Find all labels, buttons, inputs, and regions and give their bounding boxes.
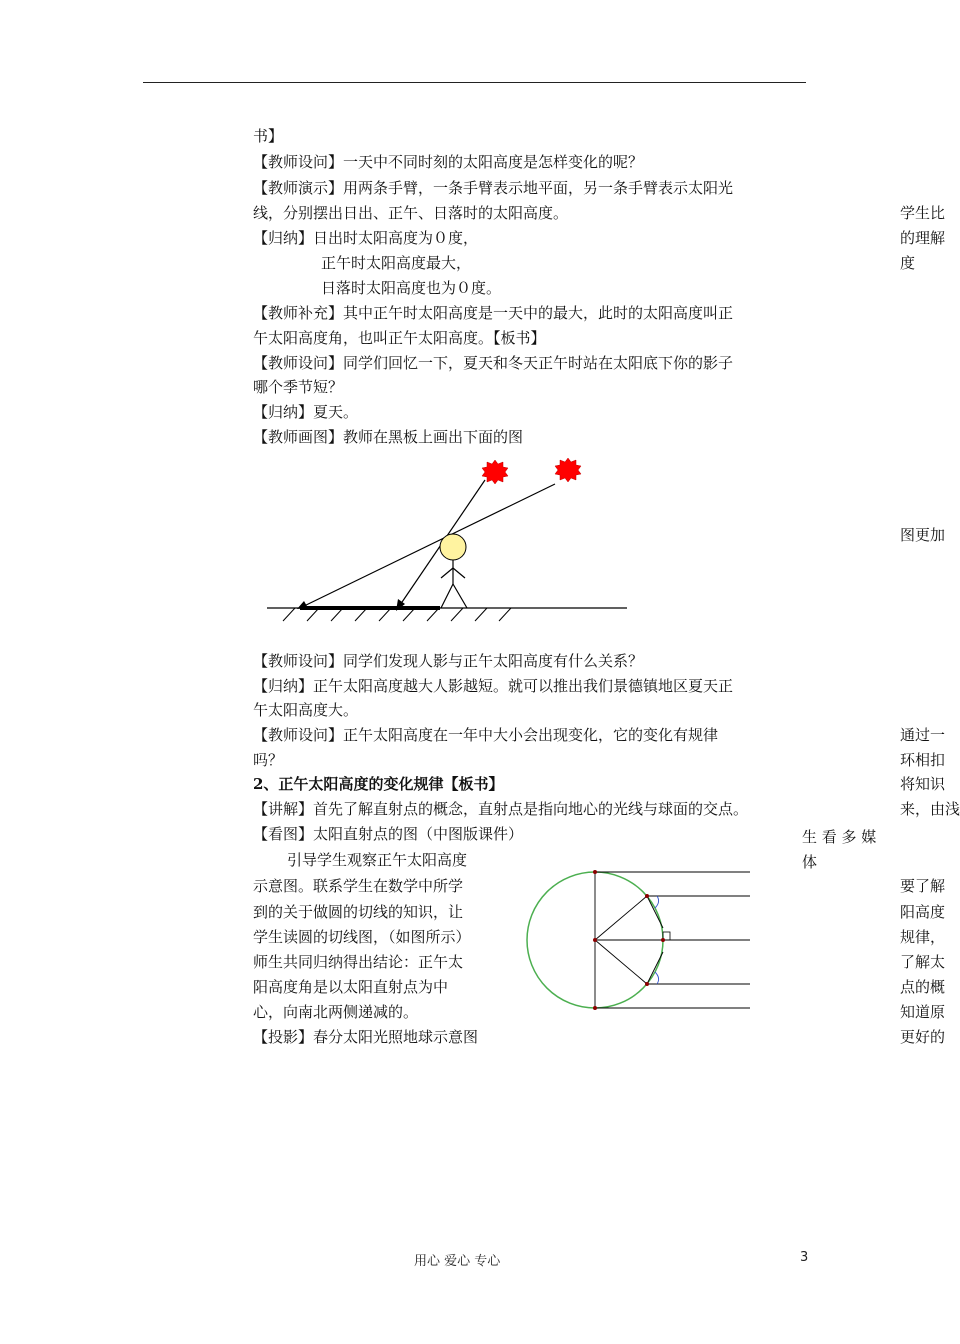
text-line: 吗？ [253,751,284,769]
text-line: 线，分别摆出日出、正午、日落时的太阳高度。 [253,204,569,222]
sun-icon [482,460,508,484]
text-line: 午太阳高度大。 [253,701,359,719]
side-text: 要了解 [900,877,946,895]
person-head [440,534,466,560]
text-line: 【归纳】夏天。 [253,403,359,421]
side-text: 度 [900,254,916,272]
text-line: 【教师设问】同学们发现人影与正午太阳高度有什么关系？ [253,652,644,670]
footer-motto: 用心 爱心 专心 [414,1254,501,1269]
text-line: 日落时太阳高度也为０度。 [321,279,502,297]
text-line: 【归纳】日出时太阳高度为０度， [253,229,479,247]
text-line: 【归纳】正午太阳高度越大人影越短。就可以推出我们景德镇地区夏天正 [253,677,734,695]
side-text: 图更加 [900,526,946,544]
text-line: 【教师画图】教师在黑板上画出下面的图 [253,428,524,446]
section-heading: 2、正午太阳高度的变化规律【板书】 [253,775,504,793]
radius-lines [595,872,663,1008]
text-line: 书】 [253,127,284,145]
side-text: 将知识 [900,775,946,793]
text-line: 午太阳高度角，也叫正午太阳高度。【板书】 [253,329,546,347]
side-text: 通过一 [900,726,946,744]
text-line: 正午时太阳高度最大， [321,254,472,272]
side-text: 点的概 [900,978,946,996]
side-text: 知道原 [900,1003,946,1021]
text-line: 【教师设问】正午太阳高度在一年中大小会出现变化，它的变化有规律 [253,726,719,744]
side-text: 生 看 多 媒 [802,828,877,846]
page-number: 3 [800,1250,809,1265]
stick-figure [441,560,467,608]
text-line: 阳高度角是以太阳直射点为中 [253,978,449,996]
side-text: 的理解 [900,229,946,247]
sun-icon [555,458,581,482]
text-line: 到的关于做圆的切线的知识，让 [253,903,464,921]
text-line: 【讲解】首先了解直射点的概念，直射点是指向地心的光线与球面的交点。 [253,800,749,818]
text-line: 引导学生观察正午太阳高度 [287,851,468,869]
text-line: 示意图。联系学生在数学中所学 [253,877,464,895]
text-line: 【投影】春分太阳光照地球示意图 [253,1028,479,1046]
side-text: 规律， [900,928,946,946]
text-line: 【教师演示】用两条手臂，一条手臂表示地平面，另一条手臂表示太阳光 [253,179,734,197]
side-text: 了解太 [900,953,946,971]
text-line: 【教师设问】一天中不同时刻的太阳高度是怎样变化的呢？ [253,153,644,171]
side-text: 环相扣 [900,751,946,769]
text-line: 【教师补充】其中正午时太阳高度是一天中的最大，此时的太阳高度叫正 [253,304,734,322]
side-text: 来，由浅 [900,800,960,818]
side-text: 体 [802,853,818,871]
text-line: 学生读圆的切线图，（如图所示） [253,928,471,946]
side-text: 更好的 [900,1028,946,1046]
text-line: 哪个季节短？ [253,378,344,396]
direct-point-diagram [525,868,755,1018]
text-line: 师生共同归纳得出结论：正午太 [253,953,464,971]
text-line: 【教师设问】同学们回忆一下，夏天和冬天正午时站在太阳底下你的影子 [253,354,734,372]
sun-ray-low [300,484,555,608]
side-text: 阳高度 [900,903,946,921]
shadow-diagram [255,452,635,627]
header-rule [143,82,806,83]
side-text: 学生比 [900,204,946,222]
angle-arc [655,972,659,984]
text-line: 心，向南北两侧递减的。 [253,1003,419,1021]
angle-arc [655,896,659,908]
text-line: 【看图】太阳直射点的图（中图版课件） [253,825,524,843]
